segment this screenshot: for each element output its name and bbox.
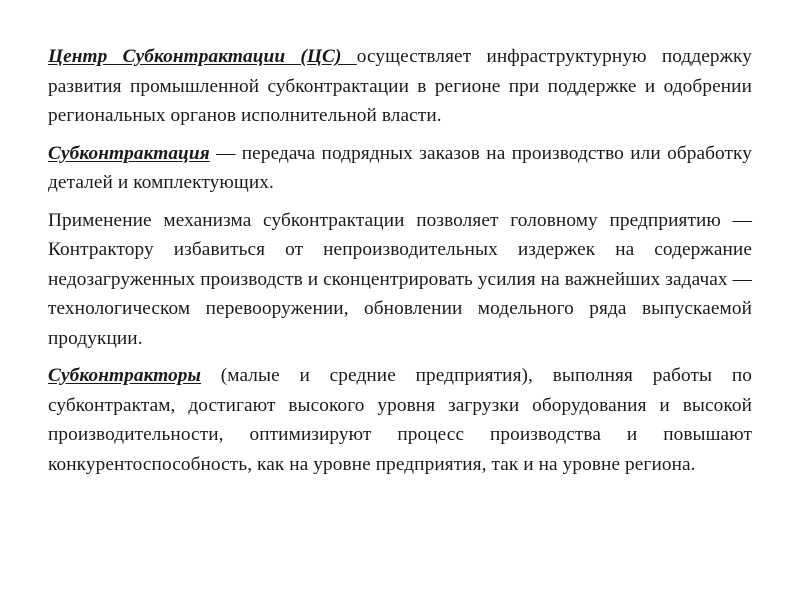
term-subcontractors: Субконтракторы <box>48 365 202 386</box>
paragraph-subcontracting-definition <box>48 139 752 198</box>
paragraph-text: (малые и средние предприятия), выполняя работы по субконтрактам, достигают высокого уровня загрузки оборудования и высокой производительности, оптимизируют процесс производства и повышают конкурентоспособность, как на уровне предприятия, так и на уровне региона. <box>48 365 752 475</box>
paragraph-text: Применение механизма субконтрактации позволяет головному предприятию — Контрактору избавиться от непроизводительных издержек на содержание недозагруженных производств и сконцентрировать усилия на важнейших задачах — технологическом перевооружении, обновлении модельного ряда выпускаемой продукции. <box>48 209 752 349</box>
paragraph-text: осуществляет инфраструктурную поддержку развития промышленной субконтрактации в регионе при поддержке и одобрении региональных органов исполнительной власти. <box>48 46 752 126</box>
paragraph-subcontracting-center <box>48 42 752 131</box>
paragraph-text: — передача подрядных заказов на производство или обработку деталей и комплектующих. <box>48 142 752 193</box>
term-subcontracting: Субконтрактация <box>48 142 210 164</box>
term-subcontracting-center: Центр Субконтрактации (ЦС) <box>48 46 357 67</box>
paragraph-mechanism-benefits <box>48 206 752 354</box>
paragraph-subcontractors <box>48 361 752 479</box>
